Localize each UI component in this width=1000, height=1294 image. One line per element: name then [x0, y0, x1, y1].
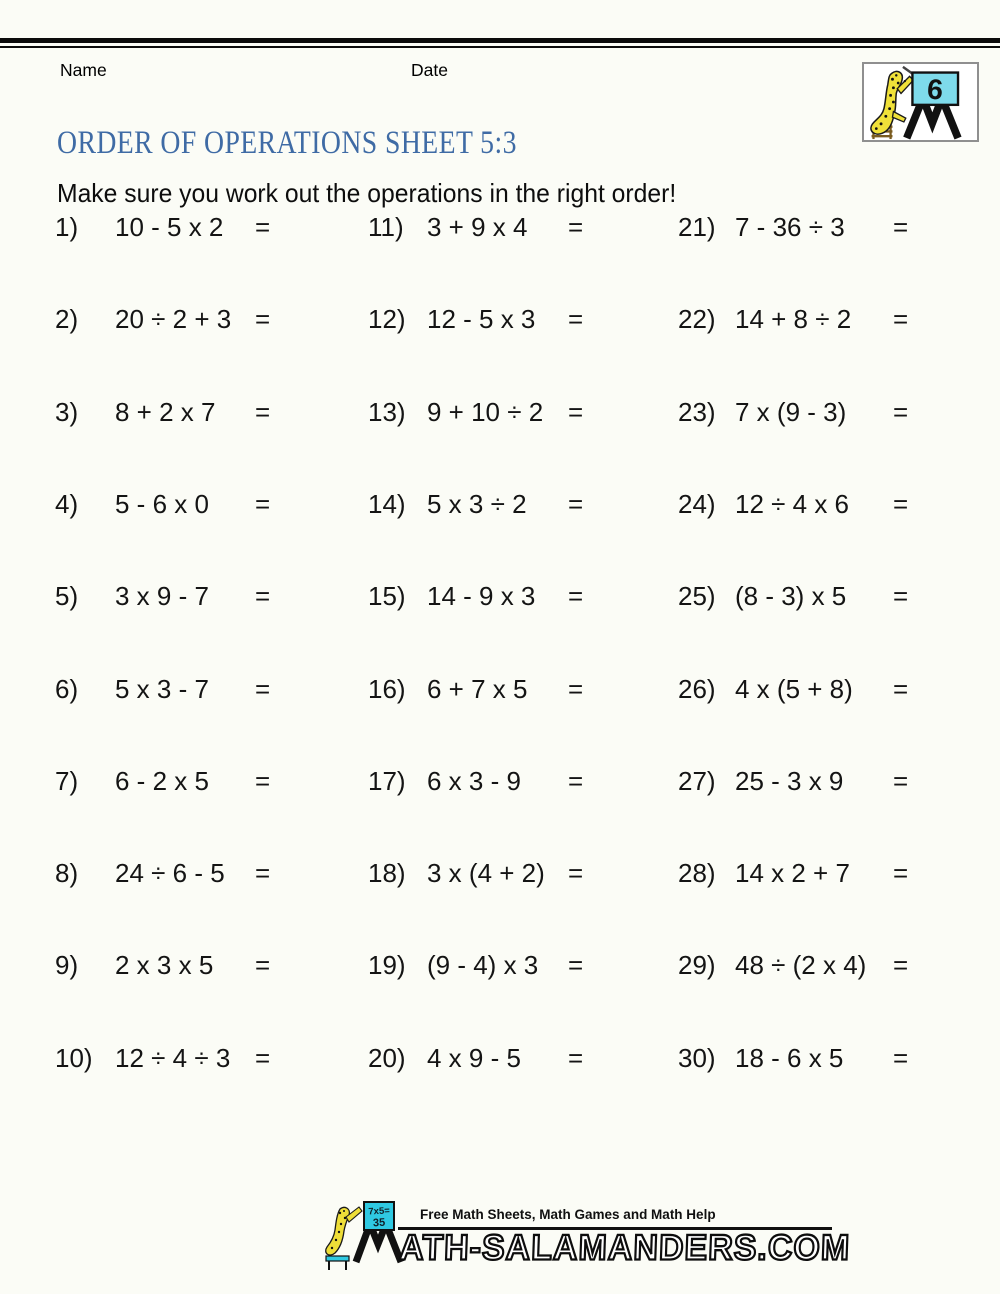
problem-number: 25): [678, 581, 716, 612]
problem-5: [55, 579, 355, 613]
problem-number: 19): [368, 950, 406, 981]
equals-sign: =: [893, 673, 909, 704]
problem-expression: 14 + 8 ÷ 2: [735, 304, 852, 335]
problem-15: [368, 579, 668, 613]
problem-expression: 9 + 10 ÷ 2: [427, 396, 544, 427]
problem-number: 21): [678, 212, 716, 242]
equals-sign: =: [568, 212, 584, 242]
problem-11: [368, 210, 668, 244]
problem-number: 22): [678, 304, 716, 335]
problem-7: [55, 764, 355, 798]
equals-sign: =: [893, 1042, 909, 1073]
problem-expression: 2 x 3 x 5: [115, 950, 214, 981]
problem-number: 5): [55, 581, 79, 612]
equals-sign: =: [893, 765, 909, 796]
problem-number: 16): [368, 673, 406, 704]
equals-sign: =: [255, 304, 271, 335]
problem-expression: 4 x (5 + 8): [735, 673, 853, 704]
equals-sign: =: [568, 304, 584, 335]
problem-number: 8): [55, 858, 79, 889]
problem-25: [678, 579, 978, 613]
problem-expression: 7 - 36 ÷ 3: [735, 212, 845, 242]
equals-sign: =: [568, 673, 584, 704]
problem-6: [55, 672, 355, 706]
equals-sign: =: [568, 396, 584, 427]
problem-number: 11): [368, 212, 404, 242]
problem-28: [678, 856, 978, 890]
problem-2: [55, 302, 355, 336]
problem-number: 14): [368, 488, 406, 519]
equals-sign: =: [255, 212, 271, 242]
equals-sign: =: [255, 858, 271, 889]
problem-number: 17): [368, 765, 406, 796]
equals-sign: =: [255, 765, 271, 796]
problem-expression: 20 ÷ 2 + 3: [115, 304, 232, 335]
equals-sign: =: [255, 396, 271, 427]
problem-number: 27): [678, 765, 716, 796]
problem-1: [55, 210, 355, 244]
problem-18: [368, 856, 668, 890]
grade-number: 6: [926, 73, 945, 107]
problem-expression: (8 - 3) x 5: [735, 581, 847, 612]
salamander-icon: [326, 1207, 362, 1255]
problem-19: [368, 948, 668, 982]
equals-sign: =: [893, 488, 909, 519]
problem-23: [678, 395, 978, 429]
problem-number: 12): [368, 304, 406, 335]
equals-sign: =: [893, 858, 909, 889]
equals-sign: =: [568, 581, 584, 612]
problem-expression: 3 x 9 - 7: [115, 581, 209, 612]
page-title: ORDER OF OPERATIONS SHEET 5:3: [57, 125, 517, 162]
problem-expression: 6 - 2 x 5: [115, 765, 209, 796]
equals-sign: =: [255, 950, 271, 981]
equals-sign: =: [568, 858, 584, 889]
equals-sign: =: [568, 950, 584, 981]
problem-expression: 4 x 9 - 5: [427, 1042, 521, 1073]
problem-20: [368, 1041, 668, 1075]
problem-number: 20): [368, 1042, 406, 1073]
problem-number: 18): [368, 858, 406, 889]
problem-17: [368, 764, 668, 798]
problem-expression: 12 - 5 x 3: [427, 304, 536, 335]
problem-expression: 14 x 2 + 7: [735, 858, 850, 889]
problem-number: 24): [678, 488, 716, 519]
equals-sign: =: [568, 488, 584, 519]
problem-number: 10): [55, 1042, 93, 1073]
problem-number: 4): [55, 488, 79, 519]
problem-9: [55, 948, 355, 982]
problem-number: 30): [678, 1042, 716, 1073]
instructions: Make sure you work out the operations in the right order!: [57, 178, 677, 208]
equals-sign: =: [255, 581, 271, 612]
board-line2: 35: [372, 1216, 386, 1230]
equals-sign: =: [893, 950, 909, 981]
problem-expression: 6 x 3 - 9: [427, 765, 521, 796]
problem-expression: 5 x 3 - 7: [115, 673, 209, 704]
problem-number: 23): [678, 396, 716, 427]
problem-26: [678, 672, 978, 706]
problem-expression: 48 ÷ (2 x 4): [735, 950, 867, 981]
site-name: ATH-SALAMANDERS.COM: [398, 1227, 851, 1268]
problem-number: 26): [678, 673, 716, 704]
problem-expression: 8 + 2 x 7: [115, 396, 216, 427]
problem-16: [368, 672, 668, 706]
problem-expression: 24 ÷ 6 - 5: [115, 858, 225, 889]
problem-expression: 14 - 9 x 3: [427, 581, 536, 612]
problem-expression: 10 - 5 x 2: [115, 212, 224, 242]
problem-expression: 12 ÷ 4 ÷ 3: [115, 1042, 231, 1073]
problem-8: [55, 856, 355, 890]
problem-expression: 3 + 9 x 4: [427, 212, 528, 242]
problem-number: 3): [55, 396, 79, 427]
date-label: Date: [411, 60, 448, 80]
problem-27: [678, 764, 978, 798]
problem-number: 28): [678, 858, 716, 889]
equals-sign: =: [893, 581, 909, 612]
equals-sign: =: [568, 765, 584, 796]
problem-number: 1): [55, 212, 79, 242]
problem-number: 13): [368, 396, 406, 427]
problem-3: [55, 395, 355, 429]
problem-expression: 6 + 7 x 5: [427, 673, 528, 704]
problem-expression: 18 - 6 x 5: [735, 1042, 844, 1073]
problem-expression: 5 - 6 x 0: [115, 488, 209, 519]
name-label: Name: [60, 60, 107, 80]
problem-4: [55, 487, 355, 521]
equals-sign: =: [255, 1042, 271, 1073]
problem-22: [678, 302, 978, 336]
problem-13: [368, 395, 668, 429]
problem-number: 7): [55, 765, 79, 796]
problem-expression: 25 - 3 x 9: [735, 765, 844, 796]
equals-sign: =: [255, 673, 271, 704]
problem-24: [678, 487, 978, 521]
equals-sign: =: [568, 1042, 584, 1073]
problem-number: 2): [55, 304, 79, 335]
problem-12: [368, 302, 668, 336]
problem-expression: 5 x 3 ÷ 2: [427, 488, 527, 519]
footer-tagline: Free Math Sheets, Math Games and Math Help: [420, 1207, 716, 1222]
stool-icon: [326, 1256, 349, 1270]
problem-10: [55, 1041, 355, 1075]
problem-29: [678, 948, 978, 982]
equals-sign: =: [893, 212, 909, 242]
problem-expression: (9 - 4) x 3: [427, 950, 539, 981]
problem-expression: 7 x (9 - 3): [735, 396, 847, 427]
problem-number: 6): [55, 673, 79, 704]
problem-14: [368, 487, 668, 521]
equals-sign: =: [893, 304, 909, 335]
board-line1: 7x5=: [368, 1205, 391, 1218]
problem-21: [678, 210, 978, 244]
problem-expression: 12 ÷ 4 x 6: [735, 488, 850, 519]
problem-number: 9): [55, 950, 79, 981]
problem-30: [678, 1041, 978, 1075]
equals-sign: =: [893, 396, 909, 427]
problem-expression: 3 x (4 + 2): [427, 858, 545, 889]
problem-number: 15): [368, 581, 406, 612]
equals-sign: =: [255, 488, 271, 519]
problem-number: 29): [678, 950, 716, 981]
